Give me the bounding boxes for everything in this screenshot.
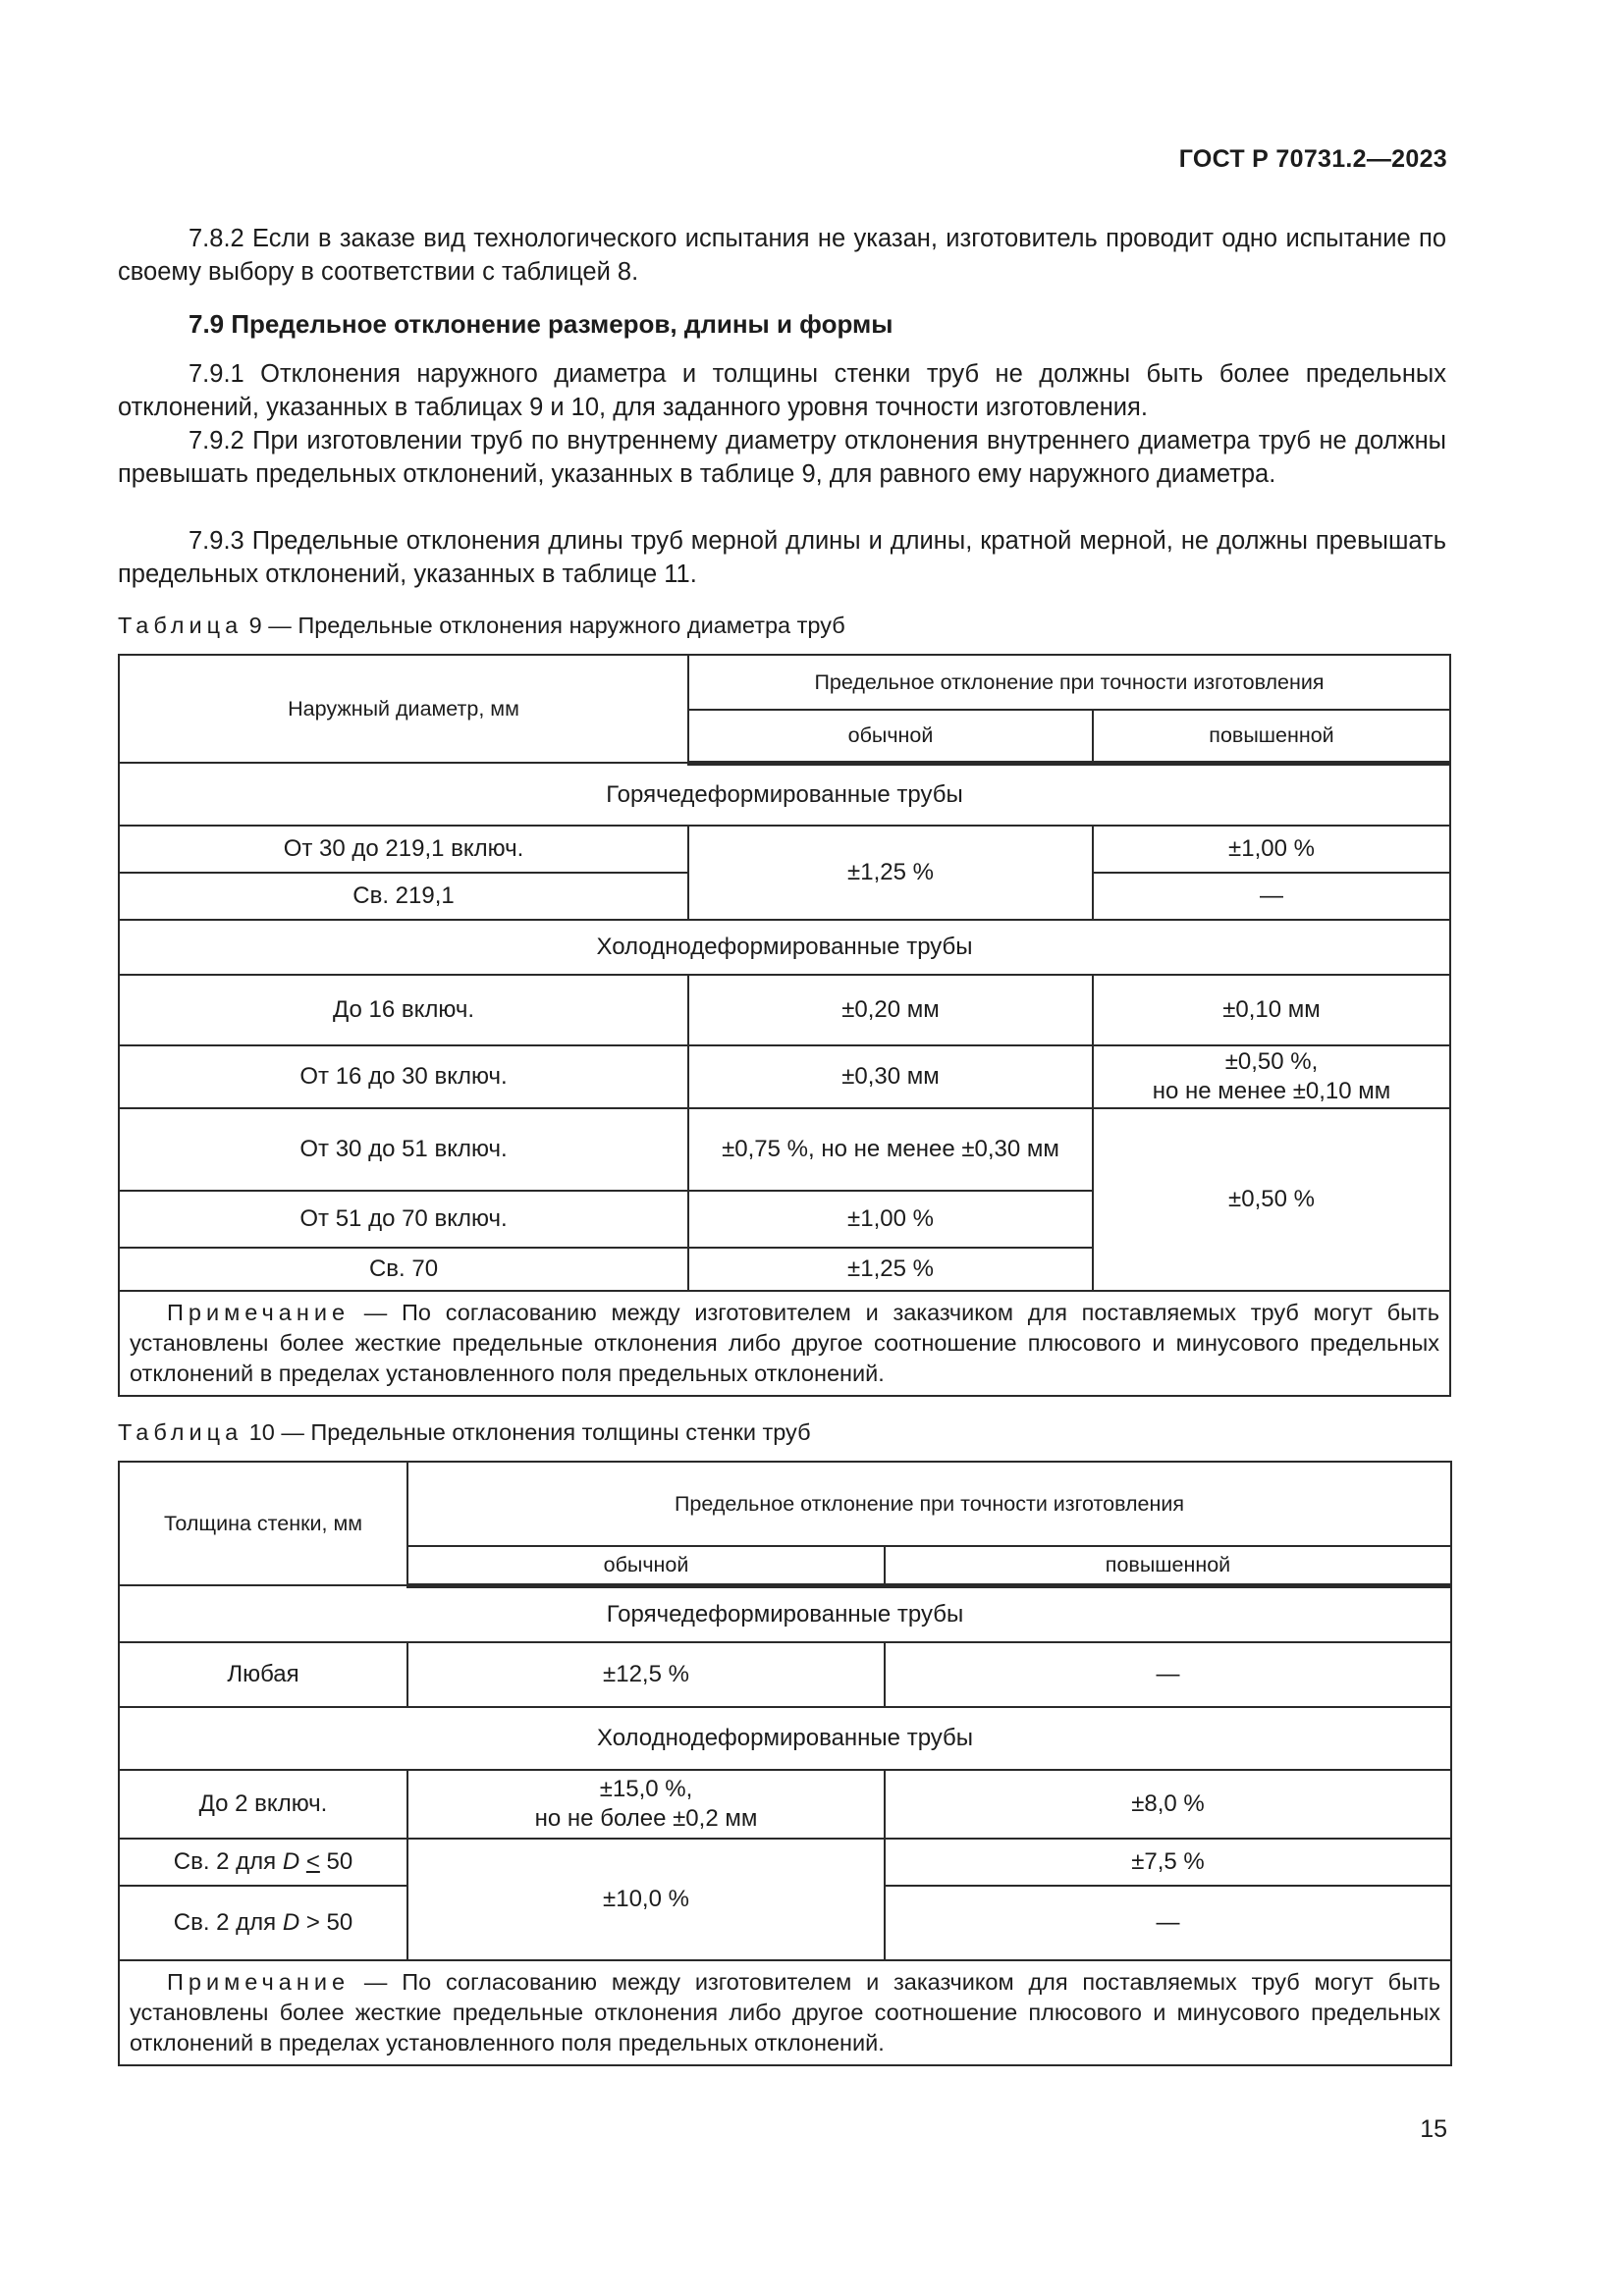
t9-cold-row1-high: ±0,10 мм — [1093, 975, 1450, 1045]
t10-header-high: повышенной — [885, 1546, 1451, 1585]
t9-cold-row1-normal: ±0,20 мм — [688, 975, 1093, 1045]
t10-group-hot: Горячедеформированные трубы — [119, 1585, 1451, 1642]
table-9 — [118, 654, 1451, 1397]
t10-cold-normal-merged: ±10,0 % — [407, 1839, 885, 1960]
t9-header-deviation: Предельное отклонение при точности изготовления — [688, 655, 1450, 710]
t10-header-normal: обычной — [407, 1546, 885, 1585]
t9-cold-row3-diameter: От 30 до 51 включ. — [119, 1108, 688, 1191]
t9-cold-row2-high-line1: ±0,50 %, — [1224, 1048, 1319, 1075]
t10-group-cold: Холоднодеформированные трубы — [119, 1707, 1451, 1770]
t10-cold-row1-normal-line1: ±15,0 %, — [599, 1776, 693, 1802]
t10-cold-row2-value: 50 — [319, 1848, 353, 1875]
t10-hot-thickness: Любая — [119, 1642, 407, 1707]
t10-cold-row3-op: > — [299, 1909, 327, 1936]
t9-cold-row5-normal: ±1,25 % — [688, 1248, 1093, 1291]
t9-note-word: Примечание — [167, 1300, 351, 1325]
t9-cold-row1-diameter: До 16 включ. — [119, 975, 688, 1045]
t10-cold-row2-prefix: Св. 2 для — [173, 1848, 283, 1875]
t9-header-normal: обычной — [688, 710, 1093, 763]
t9-group-hot: Горячедеформированные трубы — [119, 763, 1450, 826]
t10-cold-row2-op: < — [305, 1848, 320, 1875]
t9-cold-row5-diameter: Св. 70 — [119, 1248, 688, 1291]
t9-hot-row1-diameter: От 30 до 219,1 включ. — [119, 826, 688, 873]
table10-caption-text: 10 — Предельные отклонения толщины стенки труб — [243, 1419, 811, 1445]
t10-cold-row2-thickness — [119, 1839, 407, 1886]
t9-cold-row4-diameter: От 51 до 70 включ. — [119, 1191, 688, 1248]
t10-note-text: — По согласованию между изготовителем и заказчиком для поставляемых труб могут быть установлены более жесткие предельные отклонения либо другое соотношение плюсового и минусового предельных отклонений в пределах установленного поля предельных отклонений. — [130, 1969, 1440, 2056]
t10-note — [119, 1960, 1451, 2065]
paragraph-7-9-1: 7.9.1 Отклонения наружного диаметра и толщины стенки труб не должны быть более предельных отклонений, указанных в таблицах 9 и 10, для заданного уровня точности изготовления. — [118, 360, 1446, 421]
t10-cold-row3-thickness — [119, 1886, 407, 1960]
table10-caption-word: Таблица — [118, 1419, 244, 1445]
table9-caption — [118, 613, 845, 639]
paragraph-7-9-3: 7.9.3 Предельные отклонения длины труб мерной длины и длины, кратной мерной, не должны превышать предельных отклонений, указанных в таблице 11. — [118, 527, 1446, 588]
t10-cold-row1-normal — [407, 1770, 885, 1839]
table-10 — [118, 1461, 1452, 2066]
table9-caption-text: 9 — Предельные отклонения наружного диаметра труб — [243, 613, 845, 638]
t9-cold-high-merged: ±0,50 % — [1093, 1108, 1450, 1291]
paragraph-7-8-2: 7.8.2 Если в заказе вид технологического испытания не указан, изготовитель проводит одно испытание по своему выбору в соответствии с таблицей 8. — [118, 225, 1446, 286]
t9-hot-row1-high: ±1,00 % — [1093, 826, 1450, 873]
t10-cold-row3-prefix: Св. 2 для — [173, 1909, 283, 1936]
page-number: 15 — [1420, 2115, 1447, 2143]
t10-cold-row1-high: ±8,0 % — [885, 1770, 1451, 1839]
t10-cold-row2-var: D — [282, 1848, 300, 1875]
t9-group-cold: Холоднодеформированные трубы — [119, 920, 1450, 975]
t10-cold-row3-value: 50 — [326, 1909, 353, 1936]
t10-hot-high: — — [885, 1642, 1451, 1707]
t9-header-high: повышенной — [1093, 710, 1450, 763]
t9-cold-row2-normal: ±0,30 мм — [688, 1045, 1093, 1108]
table9-caption-word: Таблица — [118, 613, 244, 638]
t10-cold-row1-normal-line2: но не более ±0,2 мм — [534, 1805, 758, 1832]
table10-caption — [118, 1419, 811, 1446]
t9-hot-row2-high: — — [1093, 873, 1450, 920]
t10-hot-normal: ±12,5 % — [407, 1642, 885, 1707]
t9-cold-row2-high — [1093, 1045, 1450, 1108]
t9-hot-row2-diameter: Св. 219,1 — [119, 873, 688, 920]
t9-cold-row3-normal: ±0,75 %, но не менее ±0,30 мм — [688, 1108, 1093, 1191]
t9-cold-row4-normal: ±1,00 % — [688, 1191, 1093, 1248]
t10-header-thickness: Толщина стенки, мм — [119, 1462, 407, 1585]
t10-note-word: Примечание — [167, 1969, 351, 1995]
paragraph-7-9-2: 7.9.2 При изготовлении труб по внутреннему диаметру отклонения внутреннего диаметра труб не должны превышать предельных отклонений, указанных в таблице 9, для равного ему наружного диаметра. — [118, 427, 1446, 488]
t9-header-diameter: Наружный диаметр, мм — [119, 655, 688, 763]
section-heading: 7.9 Предельное отклонение размеров, длины и формы — [189, 309, 893, 339]
t10-cold-row3-var: D — [282, 1909, 300, 1936]
t10-cold-row1-thickness: До 2 включ. — [119, 1770, 407, 1839]
t9-cold-row2-high-line2: но не менее ±0,10 мм — [1152, 1078, 1391, 1104]
document-code: ГОСТ Р 70731.2—2023 — [1178, 145, 1447, 173]
t9-hot-normal: ±1,25 % — [688, 826, 1093, 920]
t10-header-deviation: Предельное отклонение при точности изготовления — [407, 1462, 1451, 1546]
t10-cold-row2-high: ±7,5 % — [885, 1839, 1451, 1886]
t10-cold-row3-high: — — [885, 1886, 1451, 1960]
t9-note — [119, 1291, 1450, 1396]
t9-note-text: — По согласованию между изготовителем и заказчиком для поставляемых труб могут быть установлены более жесткие предельные отклонения либо другое соотношение плюсового и минусового предельных отклонений в пределах установленного поля предельных отклонений. — [130, 1300, 1439, 1386]
t9-cold-row2-diameter: От 16 до 30 включ. — [119, 1045, 688, 1108]
